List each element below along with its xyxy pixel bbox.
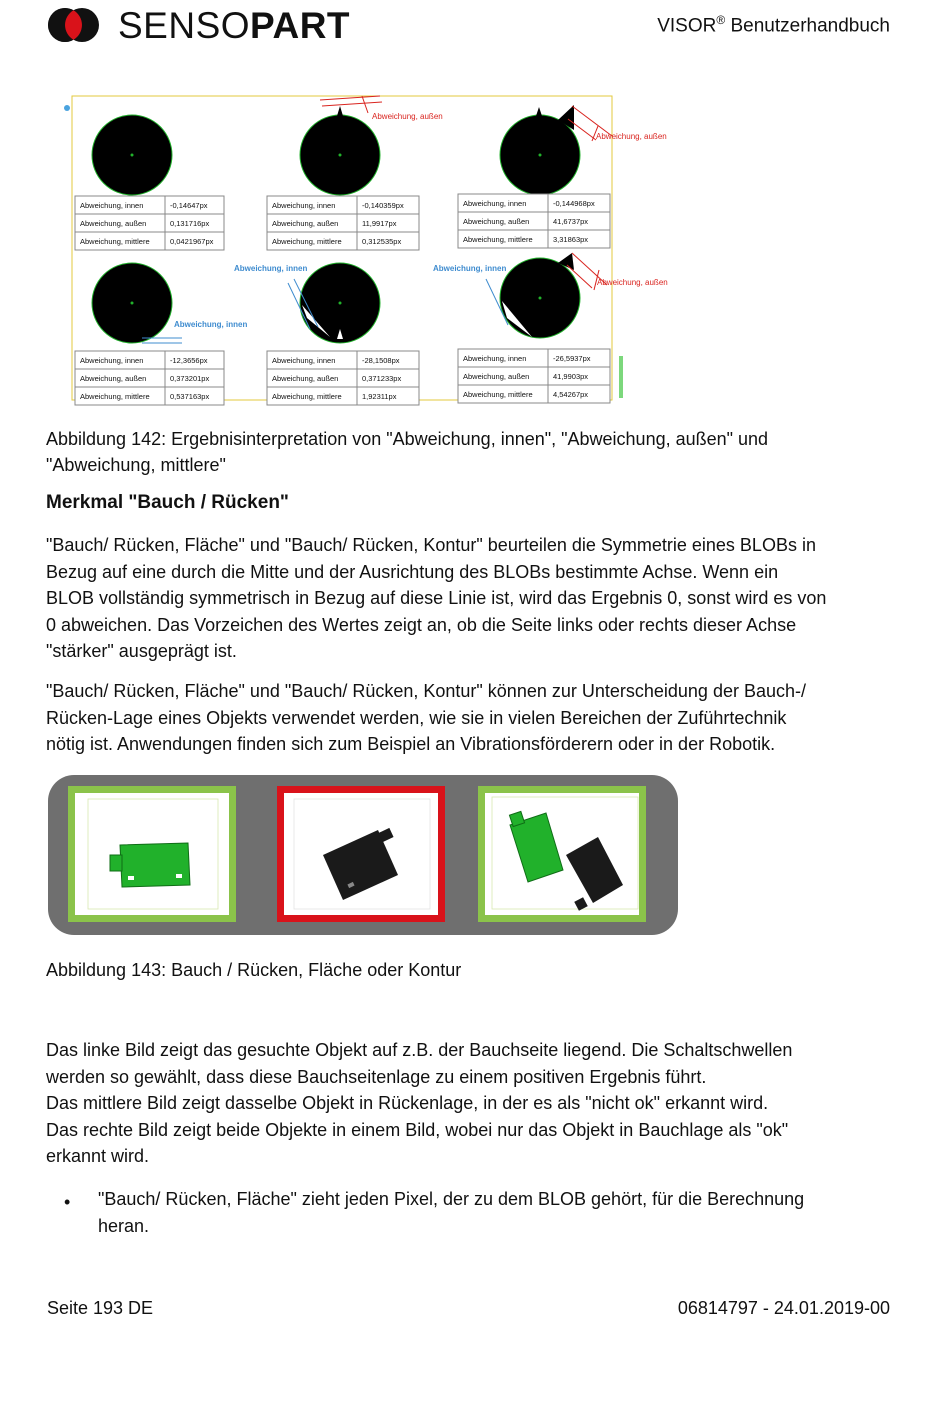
svg-text:-12,3656px: -12,3656px bbox=[170, 356, 208, 365]
document-id: 06814797 - 24.01.2019-00 bbox=[677, 1298, 890, 1318]
bullet-marker: • bbox=[64, 1192, 71, 1212]
inner-deviation-label: Abweichung, innen bbox=[174, 320, 248, 329]
page-number: Seite 193 DE bbox=[47, 1298, 154, 1318]
paragraph-explanation: Das linke Bild zeigt das gesuchte Objekt auf z.B. der Bauchseite liegend. Die Schaltschwellen werden so gewählt, dass diese Bauchseitenlage zu einem positiven Ergebnis führt. Das mittlere Bild zeigt dasselbe Objekt in Rückenlage, in der es als "nicht ok" erkannt wird. Das rechte Bild zeigt beide Objekte in einem Bild, wobei nur das Objekt in Bauchlage als "ok" erkannt wird. bbox=[46, 1040, 793, 1166]
svg-text:-0,14647px: -0,14647px bbox=[170, 201, 208, 210]
svg-text:0,373201px: 0,373201px bbox=[170, 374, 210, 383]
svg-text:Abweichung, außen: Abweichung, außen bbox=[80, 374, 147, 383]
outer-deviation-label: Abweichung, außen bbox=[372, 112, 443, 121]
svg-text:-28,1508px: -28,1508px bbox=[362, 356, 400, 365]
svg-text:Abweichung, mittlere: Abweichung, mittlere bbox=[80, 392, 150, 401]
svg-text:Abweichung, mittlere: Abweichung, mittlere bbox=[463, 390, 533, 399]
svg-text:-0,144968px: -0,144968px bbox=[553, 199, 595, 208]
bullet-item: "Bauch/ Rücken, Fläche" zieht jeden Pixel, der zu dem BLOB gehört, für die Berechnung heran. bbox=[98, 1189, 805, 1236]
svg-text:Abweichung, außen: Abweichung, außen bbox=[463, 217, 530, 226]
svg-text:41,9903px: 41,9903px bbox=[553, 372, 589, 381]
svg-text:3,31863px: 3,31863px bbox=[553, 235, 589, 244]
svg-text:Abweichung, innen: Abweichung, innen bbox=[80, 201, 144, 210]
section-heading: Merkmal "Bauch / Rücken" bbox=[46, 492, 289, 513]
paragraph-symmetry: "Bauch/ Rücken, Fläche" und "Bauch/ Rücken, Kontur" beurteilen die Symmetrie eines BLOBs in Bezug auf eine durch die Mitte und der Ausrichtung des BLOBs bestimmte Achse. Wenn ein BLOB vollständig symmetrisch in Bezug auf diese Linie ist, wird das Ergebnis 0, sonst wird es von 0 abweichen. Das Vorzeichen des Wertes zeigt an, ob die Seite links oder rechts dieser Achse "stärker" ausgeprägt ist. bbox=[46, 535, 827, 661]
figure-143-belly-back bbox=[48, 775, 678, 935]
svg-text:Abweichung, innen: Abweichung, innen bbox=[463, 354, 527, 363]
svg-text:0,312535px: 0,312535px bbox=[362, 237, 402, 246]
svg-text:1,92311px: 1,92311px bbox=[362, 392, 397, 401]
svg-text:-26,5937px: -26,5937px bbox=[553, 354, 591, 363]
svg-text:Abweichung, außen: Abweichung, außen bbox=[80, 219, 147, 228]
ok-panel-right bbox=[478, 786, 646, 922]
svg-text:0,131716px: 0,131716px bbox=[170, 219, 210, 228]
svg-text:4,54267px: 4,54267px bbox=[553, 390, 589, 399]
svg-text:Abweichung, mittlere: Abweichung, mittlere bbox=[463, 235, 533, 244]
result-table bbox=[458, 349, 610, 403]
svg-text:0,371233px: 0,371233px bbox=[362, 374, 402, 383]
inner-deviation-label: Abweichung, innen bbox=[234, 264, 308, 273]
svg-text:Abweichung, außen: Abweichung, außen bbox=[272, 374, 339, 383]
result-table bbox=[75, 351, 224, 405]
inner-deviation-label: Abweichung, innen bbox=[433, 264, 507, 273]
paragraph-application: "Bauch/ Rücken, Fläche" und "Bauch/ Rücken, Kontur" können zur Unterscheidung der Bauch-/ Rücken-Lage eines Objekts verwendet werden, wie sie in vielen Bereichen der Zuführtechnik nötig ist. Anwendungen finden sich zum Beispiel an Vibrationsförderern oder in der Robotik. bbox=[46, 681, 806, 754]
result-table bbox=[267, 196, 419, 250]
svg-text:0,537163px: 0,537163px bbox=[170, 392, 210, 401]
figure-142-caption: Abbildung 142: Ergebnisinterpretation von "Abweichung, innen", "Abweichung, außen" und "Abweichung, mittlere" bbox=[46, 429, 769, 475]
figure-142-deviation-interpretation bbox=[62, 93, 684, 407]
result-table bbox=[267, 351, 419, 405]
svg-text:Abweichung, innen: Abweichung, innen bbox=[272, 201, 336, 210]
manual-title: VISOR® Benutzerhandbuch bbox=[657, 13, 890, 37]
svg-text:Abweichung, innen: Abweichung, innen bbox=[463, 199, 527, 208]
figure-143-caption: Abbildung 143: Bauch / Rücken, Fläche oder Kontur bbox=[46, 960, 462, 980]
outer-deviation-label: Abweichung, außen bbox=[597, 278, 668, 287]
svg-text:Abweichung, innen: Abweichung, innen bbox=[80, 356, 144, 365]
result-table bbox=[75, 196, 224, 250]
sensopart-logo bbox=[46, 5, 351, 47]
outer-deviation-label: Abweichung, außen bbox=[596, 132, 667, 141]
svg-text:Abweichung, außen: Abweichung, außen bbox=[272, 219, 339, 228]
svg-text:Abweichung, mittlere: Abweichung, mittlere bbox=[80, 237, 150, 246]
logo-mark-icon bbox=[46, 5, 106, 47]
svg-text:0,0421967px: 0,0421967px bbox=[170, 237, 214, 246]
svg-text:-0,140359px: -0,140359px bbox=[362, 201, 404, 210]
svg-text:41,6737px: 41,6737px bbox=[553, 217, 589, 226]
svg-text:Abweichung, mittlere: Abweichung, mittlere bbox=[272, 392, 342, 401]
svg-text:Abweichung, mittlere: Abweichung, mittlere bbox=[272, 237, 342, 246]
svg-text:Abweichung, innen: Abweichung, innen bbox=[272, 356, 336, 365]
result-table bbox=[458, 194, 610, 248]
svg-text:Abweichung, außen: Abweichung, außen bbox=[463, 372, 530, 381]
ok-panel-left bbox=[68, 786, 236, 922]
brand-name: SENSOPART bbox=[118, 5, 351, 46]
fail-panel-middle bbox=[277, 786, 445, 922]
svg-text:11,9917px: 11,9917px bbox=[362, 219, 397, 228]
